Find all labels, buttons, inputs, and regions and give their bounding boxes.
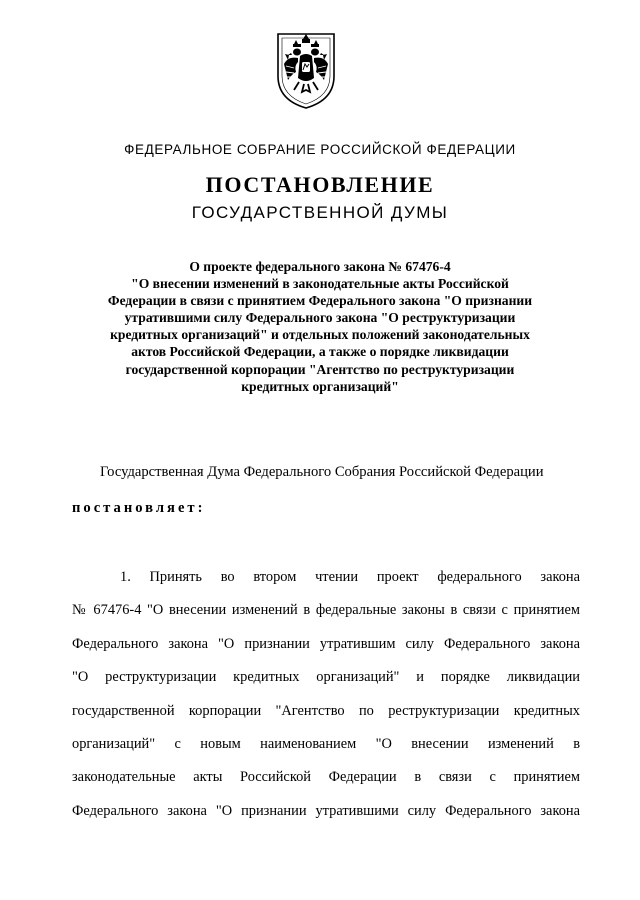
document-title: ПОСТАНОВЛЕНИЕ (205, 172, 435, 197)
document-subtitle: ГОСУДАРСТВЕННОЙ ДУМЫ (191, 203, 449, 222)
body-line: № 67476-4 "О внесении изменений в федеральные законы в связи с принятием (72, 602, 580, 619)
body-line: "О реструктуризации кредитных организаций" и порядке ликвидации (72, 669, 580, 686)
resolution-subject (80, 258, 560, 395)
subject-line: "О внесении изменений в законодательные акты Российской (131, 276, 509, 292)
body-line: Федерального закона "О признании утратившими силу Федерального закона (72, 802, 580, 819)
subject-line: Федерации в связи с принятием Федерального закона "О признании (107, 293, 533, 309)
subject-line: кредитных организаций" и отдельных положений законодательных (110, 327, 530, 343)
resolves-keyword: постановляет: (72, 500, 206, 516)
resolution-body (72, 567, 580, 834)
body-line: Федерального закона "О признании утратившим силу Федерального закона (72, 635, 580, 652)
federal-assembly-heading: ФЕДЕРАЛЬНОЕ СОБРАНИЕ РОССИЙСКОЙ ФЕДЕРАЦИИ (124, 142, 516, 157)
body-line: законодательные акты Российской Федерации в связи с принятием (72, 769, 580, 786)
subject-line: утратившими силу Федерального закона "О реструктуризации (124, 310, 516, 326)
subject-line: государственной корпорации "Агентство по реструктуризации (125, 361, 515, 377)
subject-line: актов Российской Федерации, а также о порядке ликвидации (131, 344, 509, 360)
body-line: государственной корпорации "Агентство по реструктуризации кредитных (72, 702, 580, 719)
subject-line: кредитных организаций" (241, 378, 399, 394)
russian-coat-of-arms-icon (274, 30, 338, 110)
subject-line: О проекте федерального закона № 67476-4 (189, 259, 451, 274)
preamble-text: Государственная Дума Федерального Собрания Российской Федерации (100, 464, 544, 480)
body-line: 1. Принять во втором чтении проект федерального закона (120, 569, 580, 585)
body-line: организаций" с новым наименованием "О внесении изменений в (72, 735, 580, 752)
